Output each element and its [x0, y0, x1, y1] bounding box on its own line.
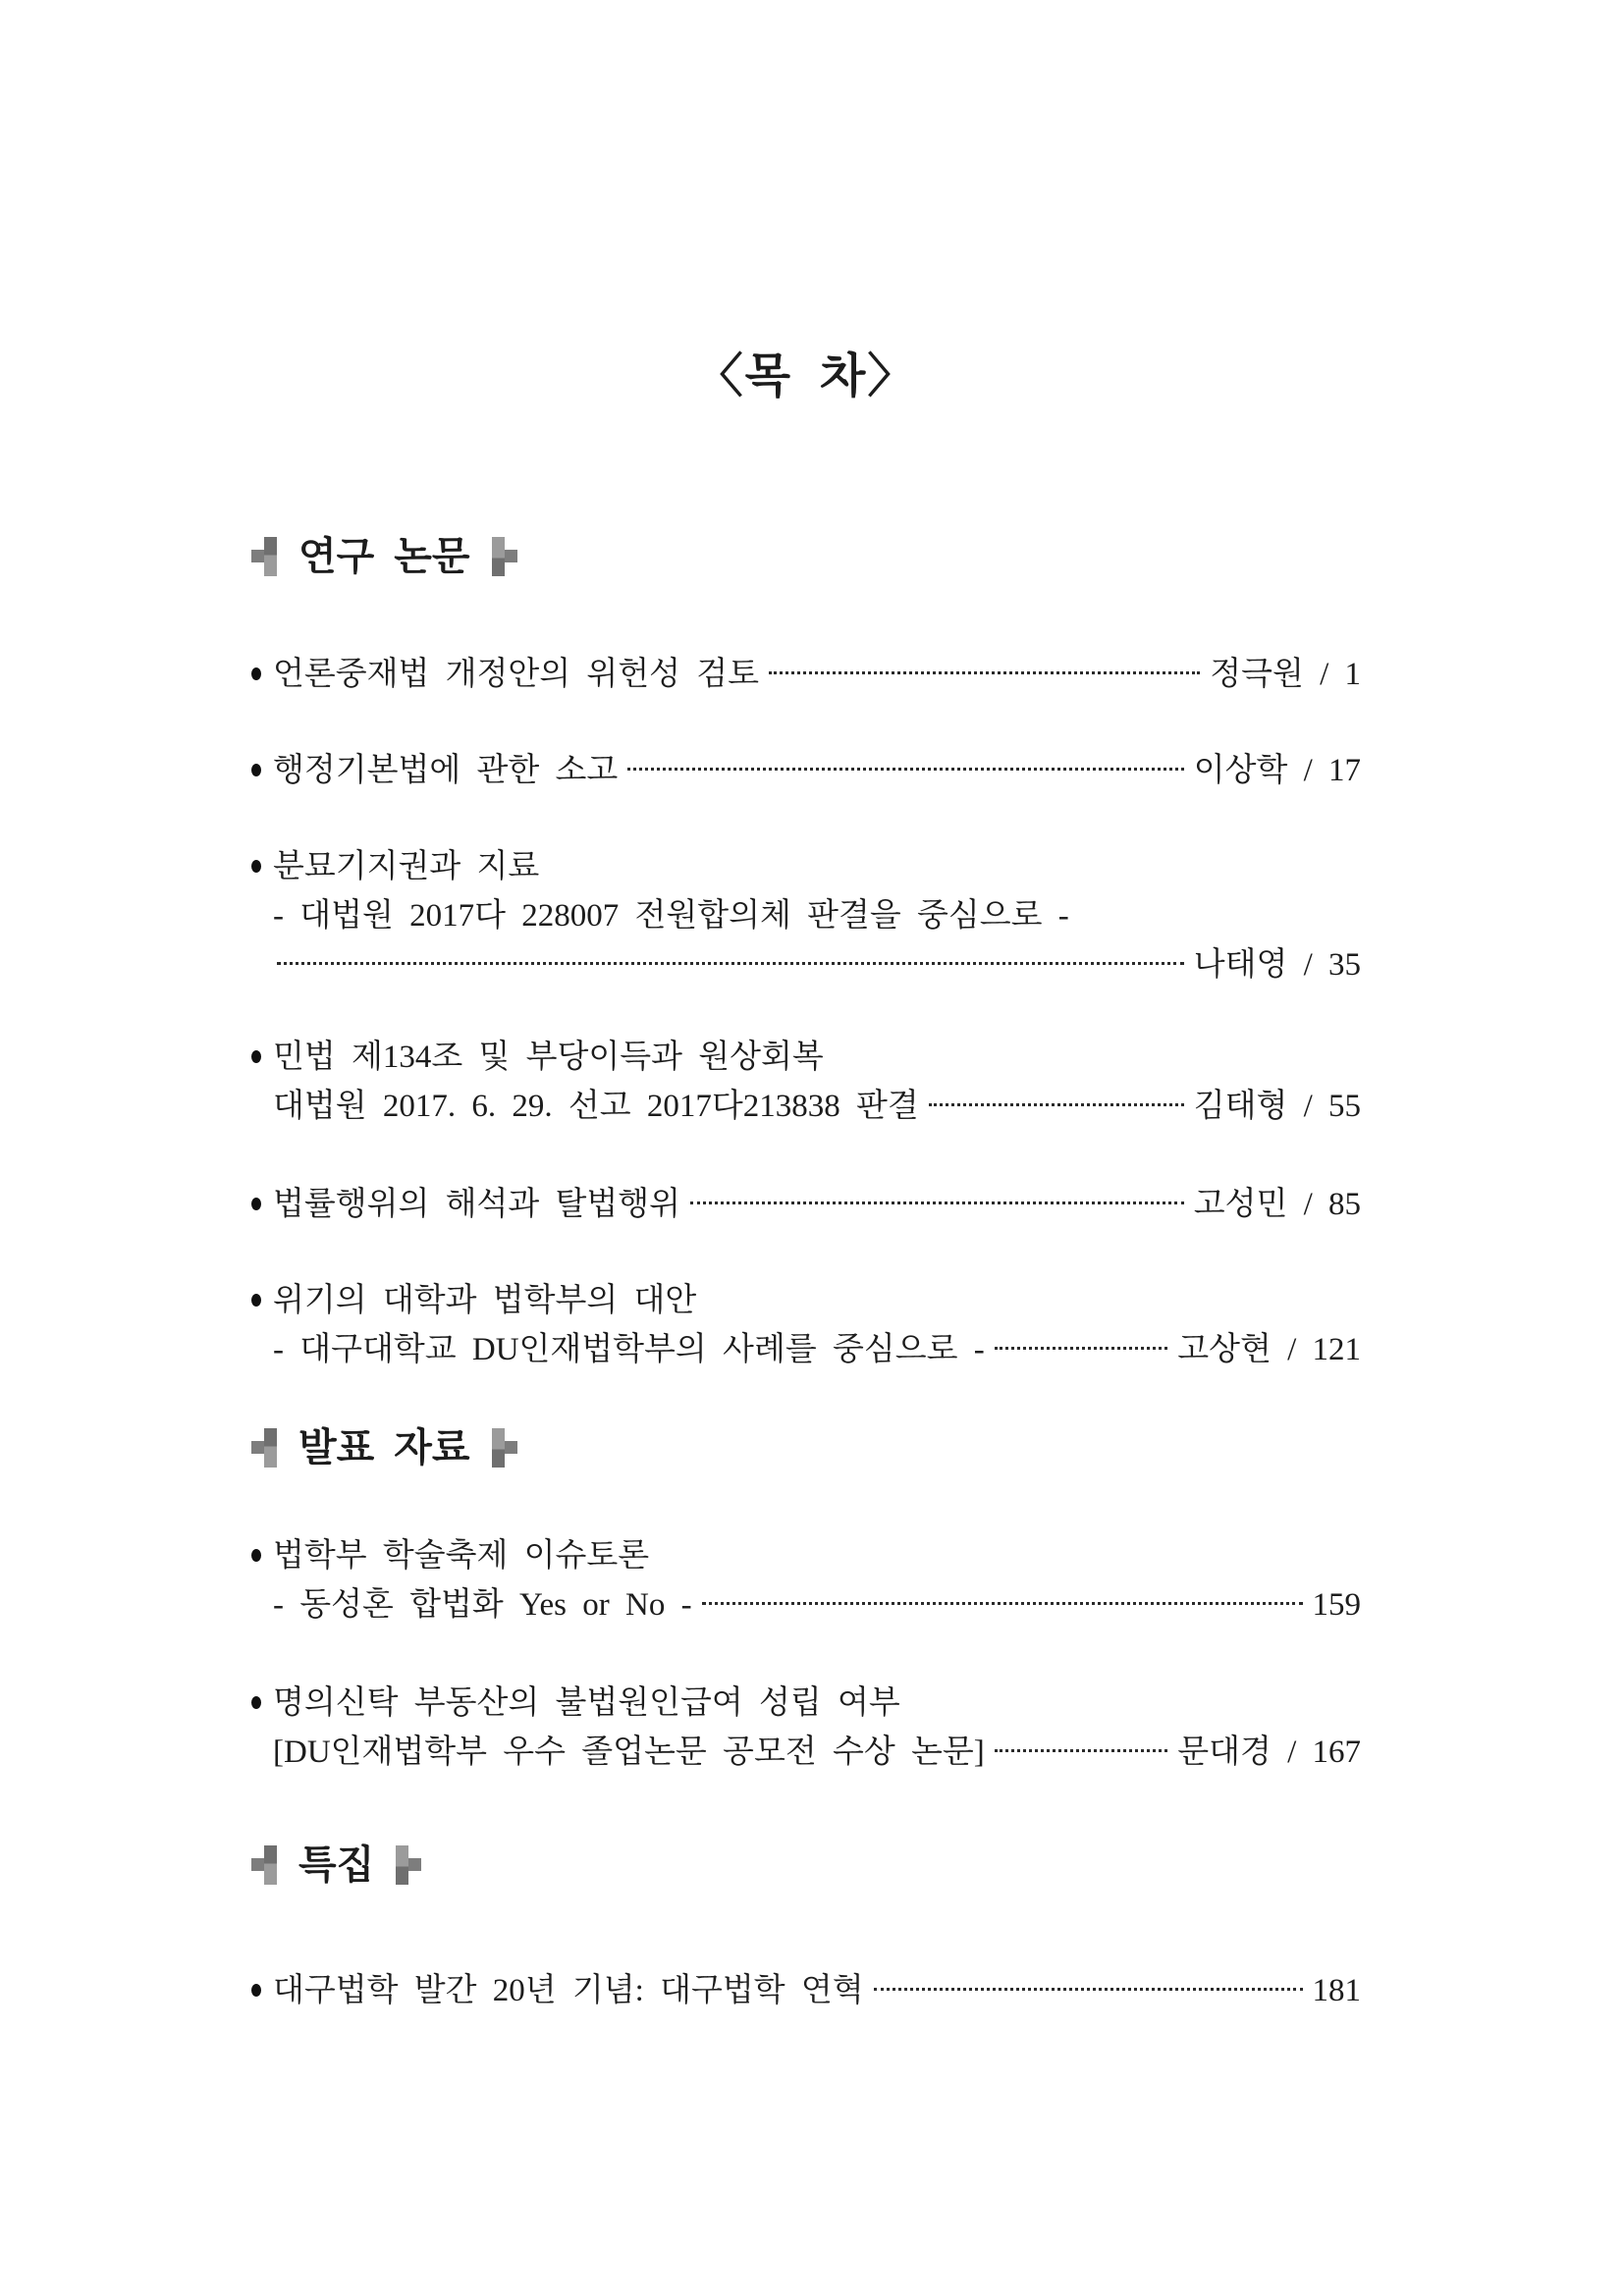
entry-title: 위기의 대학과 법학부의 대안 [273, 1283, 697, 1318]
entry-title: 언론중재법 개정안의 위헌성 검토 [273, 657, 760, 692]
dot-leader [627, 746, 1183, 771]
entry-ref: 고상현 / 121 [1177, 1332, 1361, 1367]
toc-entry [251, 1033, 1361, 1131]
dot-leader [702, 1580, 1303, 1605]
entry-ref: 고성민 / 85 [1193, 1187, 1361, 1222]
dot-leader [874, 1966, 1303, 1991]
bullet-icon [251, 764, 261, 776]
toc-entry [251, 650, 1361, 699]
entry-subtitle: - 동성혼 합법화 Yes or No - [273, 1587, 692, 1623]
dot-leader [995, 1325, 1167, 1350]
section-deco-left-icon [251, 1428, 277, 1468]
section-deco-left-icon [251, 1845, 277, 1885]
toc-entry [251, 1180, 1361, 1229]
entry-title: 민법 제134조 및 부당이득과 원상회복 [273, 1040, 824, 1075]
bullet-icon [251, 1696, 261, 1709]
dot-leader [690, 1180, 1184, 1204]
entry-ref: 문대경 / 167 [1177, 1735, 1361, 1770]
section-label: 연구 논문 [298, 534, 470, 578]
bullet-icon [251, 860, 261, 873]
section-deco-right-icon [492, 1428, 517, 1468]
entry-ref: 이상학 / 17 [1193, 753, 1361, 788]
entry-ref: 159 [1312, 1587, 1361, 1623]
bullet-icon [251, 1294, 261, 1307]
entry-title: 명의신탁 부동산의 불법원인급여 성립 여부 [273, 1685, 900, 1721]
page-title: 〈목 차〉 [695, 350, 917, 402]
entry-title: 행정기본법에 관한 소고 [273, 753, 619, 788]
toc-entry [251, 842, 1361, 989]
entry-title: 분묘기지권과 지료 [273, 849, 540, 884]
entry-ref: 181 [1312, 1973, 1361, 2008]
section-deco-right-icon [492, 537, 517, 576]
section-header-presentation [251, 1423, 1361, 1472]
entry-ref: 나태영 / 35 [1193, 947, 1361, 983]
section-header-special [251, 1841, 1361, 1890]
toc-entry [251, 746, 1361, 795]
entry-title: 법률행위의 해석과 탈법행위 [273, 1187, 681, 1222]
section-deco-right-icon [396, 1845, 421, 1885]
dot-leader [929, 1082, 1184, 1106]
section-header-research [251, 532, 1361, 581]
toc-entry [251, 1966, 1361, 2015]
section-deco-left-icon [251, 537, 277, 576]
bullet-icon [251, 1198, 261, 1210]
toc-entry [251, 1679, 1361, 1777]
dot-leader [769, 650, 1200, 674]
entry-title: 대구법학 발간 20년 기념: 대구법학 연혁 [273, 1973, 864, 2008]
entry-ref: 김태형 / 55 [1193, 1089, 1361, 1124]
bullet-icon [251, 1984, 261, 1997]
entry-ref: 정극원 / 1 [1210, 657, 1361, 692]
entry-title: 법학부 학술축제 이슈토론 [273, 1538, 650, 1574]
entry-subtitle: [DU인재법학부 우수 졸업논문 공모전 수상 논문] [273, 1735, 985, 1770]
entry-subtitle: - 대구대학교 DU인재법학부의 사례를 중심으로 - [273, 1332, 985, 1367]
bullet-icon [251, 1050, 261, 1063]
section-label: 특집 [298, 1842, 375, 1887]
bullet-icon [251, 667, 261, 680]
toc-entry [251, 1531, 1361, 1629]
dot-leader [277, 940, 1184, 965]
section-label: 발표 자료 [298, 1425, 470, 1469]
entry-subtitle: 대법원 2017. 6. 29. 선고 2017다213838 판결 [273, 1089, 919, 1124]
dot-leader [995, 1728, 1167, 1752]
toc-entry [251, 1276, 1361, 1374]
bullet-icon [251, 1549, 261, 1562]
entry-subtitle: - 대법원 2017다 228007 전원합의체 판결을 중심으로 - [273, 898, 1069, 934]
